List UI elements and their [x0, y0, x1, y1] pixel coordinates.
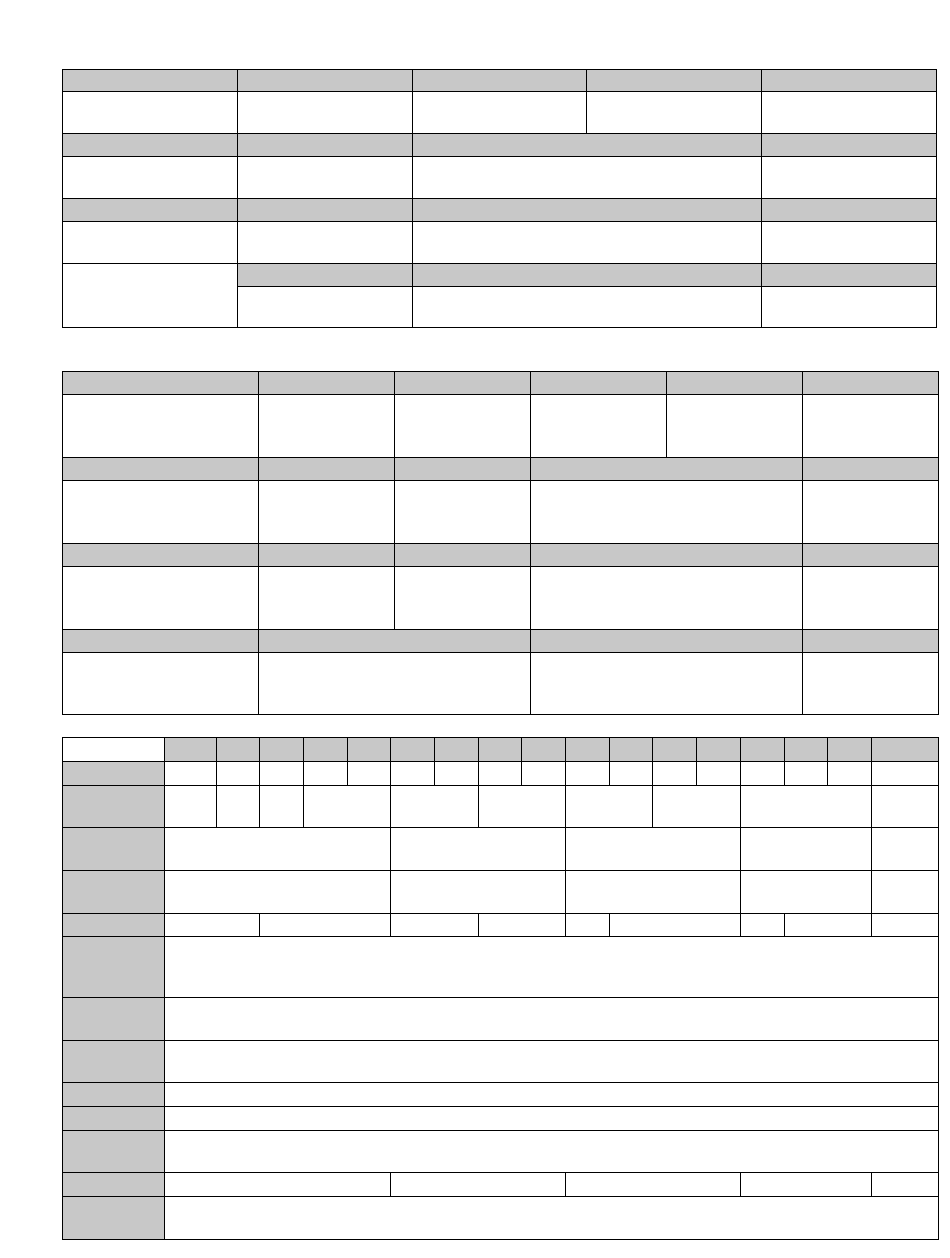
field-cell[interactable] — [828, 762, 872, 786]
field-cell[interactable] — [741, 871, 872, 914]
row-label-cell — [63, 1197, 165, 1240]
header-cell — [531, 544, 803, 567]
field-cell[interactable] — [391, 762, 435, 786]
header-cell — [762, 134, 937, 157]
header-cell — [259, 544, 395, 567]
field-cell[interactable] — [395, 481, 531, 544]
row-label-cell — [63, 1173, 165, 1197]
header-cell — [304, 738, 348, 762]
field-cell[interactable] — [238, 222, 413, 264]
field-cell[interactable] — [803, 567, 939, 630]
header-cell — [531, 630, 803, 653]
header-cell — [653, 738, 697, 762]
header-cell — [872, 738, 939, 762]
row-label-cell — [63, 871, 165, 914]
header-cell — [587, 70, 762, 92]
field-cell[interactable] — [63, 222, 238, 264]
field-cell[interactable] — [610, 762, 653, 786]
field-cell[interactable] — [165, 871, 391, 914]
header-cell — [762, 199, 937, 222]
field-cell[interactable] — [413, 287, 762, 328]
field-cell[interactable] — [63, 567, 259, 630]
corner-cell — [63, 738, 165, 762]
header-cell — [259, 372, 395, 395]
field-cell[interactable] — [566, 786, 653, 828]
field-cell[interactable] — [395, 395, 531, 458]
field-cell[interactable] — [304, 786, 391, 828]
field-cell[interactable] — [872, 871, 939, 914]
field-cell[interactable] — [165, 1107, 939, 1131]
field-cell[interactable] — [63, 92, 238, 134]
field-cell[interactable] — [165, 1173, 391, 1197]
field-cell[interactable] — [872, 914, 939, 937]
field-cell[interactable] — [587, 92, 762, 134]
header-cell — [63, 458, 259, 481]
field-cell[interactable] — [531, 395, 667, 458]
field-cell[interactable] — [741, 786, 872, 828]
row-label-cell — [63, 937, 165, 998]
field-cell[interactable] — [259, 481, 395, 544]
header-cell — [238, 134, 413, 157]
field-cell[interactable] — [413, 157, 762, 199]
field-cell[interactable] — [522, 762, 566, 786]
header-cell — [413, 134, 762, 157]
header-cell — [741, 738, 785, 762]
field-cell[interactable] — [413, 222, 762, 264]
field-cell[interactable] — [391, 914, 479, 937]
field-cell[interactable] — [165, 786, 217, 828]
field-cell[interactable] — [785, 762, 828, 786]
field-cell[interactable] — [413, 92, 587, 134]
row-label-cell — [63, 828, 165, 871]
field-cell[interactable] — [566, 828, 741, 871]
field-cell[interactable] — [348, 762, 391, 786]
header-cell — [63, 630, 259, 653]
row-label-cell — [63, 914, 165, 937]
header-cell — [260, 738, 304, 762]
header-cell — [413, 199, 762, 222]
field-cell[interactable] — [63, 653, 259, 715]
field-cell[interactable] — [238, 287, 413, 328]
field-cell[interactable] — [165, 937, 939, 998]
field-cell[interactable] — [531, 567, 803, 630]
header-cell — [63, 70, 238, 92]
field-cell[interactable] — [217, 786, 260, 828]
header-cell — [63, 134, 238, 157]
header-cell — [259, 458, 395, 481]
field-cell[interactable] — [803, 653, 939, 715]
field-cell[interactable] — [785, 914, 872, 937]
header-cell — [413, 70, 587, 92]
field-cell[interactable] — [63, 157, 238, 199]
header-cell — [667, 372, 803, 395]
header-cell — [803, 544, 939, 567]
header-cell — [395, 544, 531, 567]
field-cell[interactable] — [391, 871, 566, 914]
header-cell — [531, 372, 667, 395]
header-cell — [697, 738, 741, 762]
field-cell[interactable] — [762, 287, 937, 328]
field-cell[interactable] — [667, 395, 803, 458]
header-cell — [217, 738, 260, 762]
field-cell[interactable] — [479, 762, 522, 786]
row-label-cell — [63, 1041, 165, 1083]
field-cell[interactable] — [238, 157, 413, 199]
field-cell[interactable] — [566, 1173, 741, 1197]
field-cell[interactable] — [872, 786, 939, 828]
field-cell[interactable] — [63, 481, 259, 544]
header-cell — [348, 738, 391, 762]
field-cell[interactable] — [259, 395, 395, 458]
form-table-bottom — [62, 737, 939, 1240]
row-label-cell — [63, 1083, 165, 1107]
field-cell[interactable] — [872, 828, 939, 871]
header-cell — [238, 70, 413, 92]
field-cell[interactable] — [165, 1131, 939, 1173]
header-cell — [803, 372, 939, 395]
field-cell[interactable] — [391, 828, 566, 871]
header-cell — [762, 70, 937, 92]
field-cell[interactable] — [260, 786, 304, 828]
field-cell[interactable] — [872, 1173, 939, 1197]
header-cell — [828, 738, 872, 762]
field-cell[interactable] — [165, 1083, 939, 1107]
field-cell[interactable] — [566, 762, 610, 786]
header-cell — [435, 738, 479, 762]
form-table-top — [62, 69, 937, 328]
field-cell[interactable] — [479, 786, 566, 828]
field-cell[interactable] — [304, 762, 348, 786]
field-cell[interactable] — [653, 762, 697, 786]
header-cell — [610, 738, 653, 762]
field-cell[interactable] — [238, 92, 413, 134]
field-cell[interactable] — [395, 567, 531, 630]
field-cell[interactable] — [653, 786, 741, 828]
header-cell — [238, 199, 413, 222]
field-cell[interactable] — [63, 264, 238, 328]
field-cell[interactable] — [217, 762, 260, 786]
row-label-cell — [63, 1107, 165, 1131]
row-label-cell — [63, 762, 165, 786]
field-cell[interactable] — [165, 828, 391, 871]
header-cell — [522, 738, 566, 762]
header-cell — [165, 738, 217, 762]
header-cell — [803, 458, 939, 481]
header-cell — [785, 738, 828, 762]
header-cell — [63, 199, 238, 222]
header-cell — [395, 372, 531, 395]
row-label-cell — [63, 998, 165, 1041]
field-cell[interactable] — [260, 914, 391, 937]
field-cell[interactable] — [531, 653, 803, 715]
field-cell[interactable] — [803, 481, 939, 544]
row-label-cell — [63, 1131, 165, 1173]
field-cell[interactable] — [741, 914, 785, 937]
header-cell — [531, 458, 803, 481]
form-table-middle — [62, 371, 939, 715]
header-cell — [413, 264, 762, 287]
header-cell — [63, 372, 259, 395]
field-cell[interactable] — [435, 762, 479, 786]
field-cell[interactable] — [566, 914, 610, 937]
field-cell[interactable] — [741, 1173, 872, 1197]
field-cell[interactable] — [803, 395, 939, 458]
field-cell[interactable] — [741, 762, 785, 786]
header-cell — [803, 630, 939, 653]
field-cell[interactable] — [872, 762, 939, 786]
field-cell[interactable] — [479, 914, 566, 937]
row-label-cell — [63, 786, 165, 828]
field-cell[interactable] — [165, 762, 217, 786]
header-cell — [479, 738, 522, 762]
header-cell — [566, 738, 610, 762]
field-cell[interactable] — [762, 92, 937, 134]
field-cell[interactable] — [762, 157, 937, 199]
field-cell[interactable] — [165, 914, 260, 937]
header-cell — [63, 544, 259, 567]
field-cell[interactable] — [165, 998, 939, 1041]
field-cell[interactable] — [741, 828, 872, 871]
field-cell[interactable] — [762, 222, 937, 264]
field-cell[interactable] — [610, 914, 741, 937]
field-cell[interactable] — [697, 762, 741, 786]
header-cell — [395, 458, 531, 481]
header-cell — [238, 264, 413, 287]
field-cell[interactable] — [566, 871, 741, 914]
field-cell[interactable] — [391, 786, 479, 828]
field-cell[interactable] — [259, 567, 395, 630]
field-cell[interactable] — [531, 481, 803, 544]
field-cell[interactable] — [165, 1197, 939, 1240]
field-cell[interactable] — [165, 1041, 939, 1083]
header-cell — [391, 738, 435, 762]
field-cell[interactable] — [63, 395, 259, 458]
field-cell[interactable] — [259, 653, 531, 715]
field-cell[interactable] — [391, 1173, 566, 1197]
field-cell[interactable] — [260, 762, 304, 786]
header-cell — [762, 264, 937, 287]
header-cell — [259, 630, 531, 653]
